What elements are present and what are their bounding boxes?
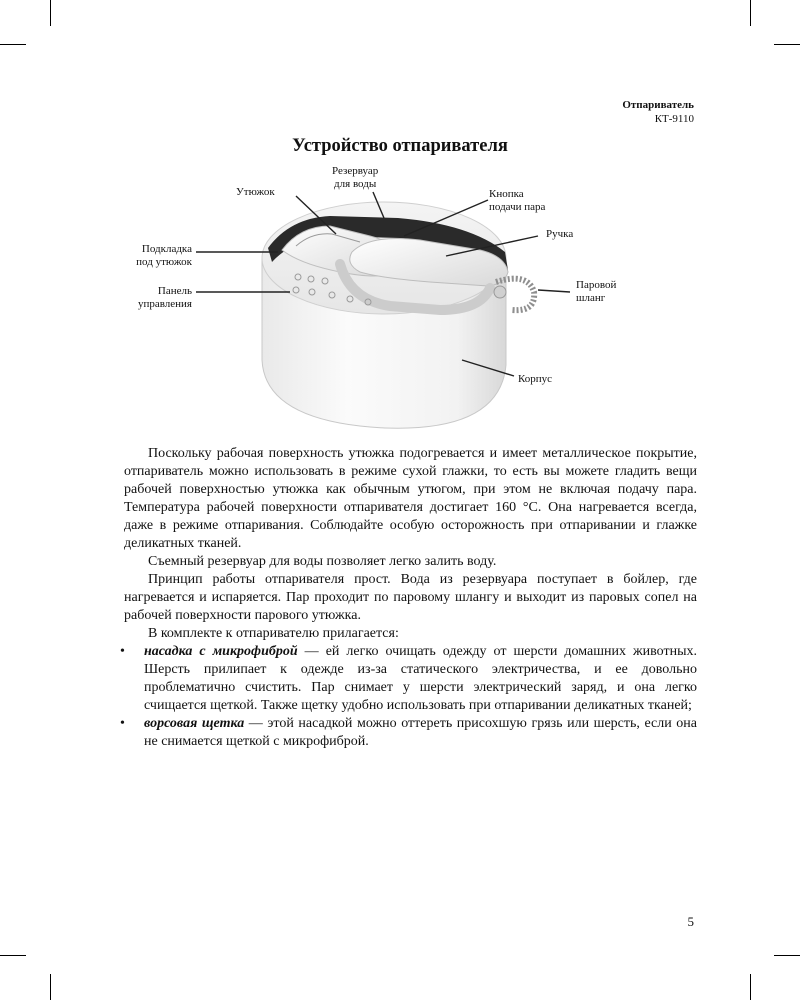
label-body: Корпус bbox=[518, 373, 553, 385]
crop-mark bbox=[750, 974, 751, 1000]
header-model: КТ-9110 bbox=[654, 113, 694, 125]
list-item-text: — ей легко очищать одежду от шерсти домашних животных. Шерсть прилипает к одежде из-за статического электричества, и ее довольно проблематично счистить. Пар снимает у шерсти электрический заряд, и она легко счищается щеткой. Также щетку удобно использовать при отпаривании деликатных тканей; bbox=[144, 644, 697, 713]
list-item bbox=[120, 715, 697, 751]
paragraph: Поскольку рабочая поверхность утюжка подогревается и имеет металлическое покрытие, отпариватель можно использовать в режиме сухой глажки, то есть вы можете гладить вещи рабочей поверхностью утюжка как обычным утюгом, при этом не включая подачу пара. Температура рабочей поверхности отпаривателя достигает 160 °С. Она нагревается всегда, даже в режиме отпаривания. Соблюдайте особую осторожность при отпаривании и глажке деликатных тканей. bbox=[124, 446, 697, 551]
crop-mark bbox=[774, 44, 800, 45]
bullet: • bbox=[120, 644, 125, 659]
label-handle: Ручка bbox=[546, 228, 574, 240]
crop-mark bbox=[0, 44, 26, 45]
list-item-text: — этой насадкой можно оттереть присохшую грязь или шерсть, если она не снимается щеткой с микрофиброй. bbox=[144, 716, 697, 749]
list-item bbox=[120, 643, 697, 715]
page-title: Устройство отпаривателя bbox=[292, 136, 508, 156]
label-steam-button: Кнопка подачи пара bbox=[489, 188, 546, 213]
label-iron: Утюжок bbox=[236, 186, 275, 198]
label-steam-hose: Паровой шланг bbox=[576, 279, 617, 304]
crop-mark bbox=[50, 0, 51, 26]
paragraph: В комплекте к отпаривателю прилагается: bbox=[148, 626, 399, 641]
paragraph: Принцип работы отпаривателя прост. Вода из резервуара поступает в бойлер, где нагревается и испаряется. Пар проходит по паровому шлангу и выходит из паровых сопел на рабочей поверхности парового утюжка. bbox=[124, 572, 697, 623]
label-water-tank: Резервуар для воды bbox=[332, 165, 379, 190]
label-control-panel: Панель управления bbox=[137, 285, 192, 310]
header-product: Отпариватель bbox=[622, 99, 694, 111]
crop-mark bbox=[50, 974, 51, 1000]
bullet: • bbox=[120, 716, 125, 731]
page-number: 5 bbox=[687, 914, 694, 929]
paragraph: Съемный резервуар для воды позволяет легко залить воду. bbox=[148, 554, 497, 569]
crop-mark bbox=[774, 955, 800, 956]
list-item-term: ворсовая щетка bbox=[144, 716, 245, 731]
running-header bbox=[622, 98, 694, 126]
steamer-diagram bbox=[0, 160, 800, 430]
body-text bbox=[120, 445, 697, 751]
crop-mark bbox=[0, 955, 26, 956]
crop-mark bbox=[750, 0, 751, 26]
label-iron-pad: Подкладка под утюжок bbox=[136, 243, 192, 268]
list-item-term: насадка с микрофиброй bbox=[144, 644, 298, 659]
